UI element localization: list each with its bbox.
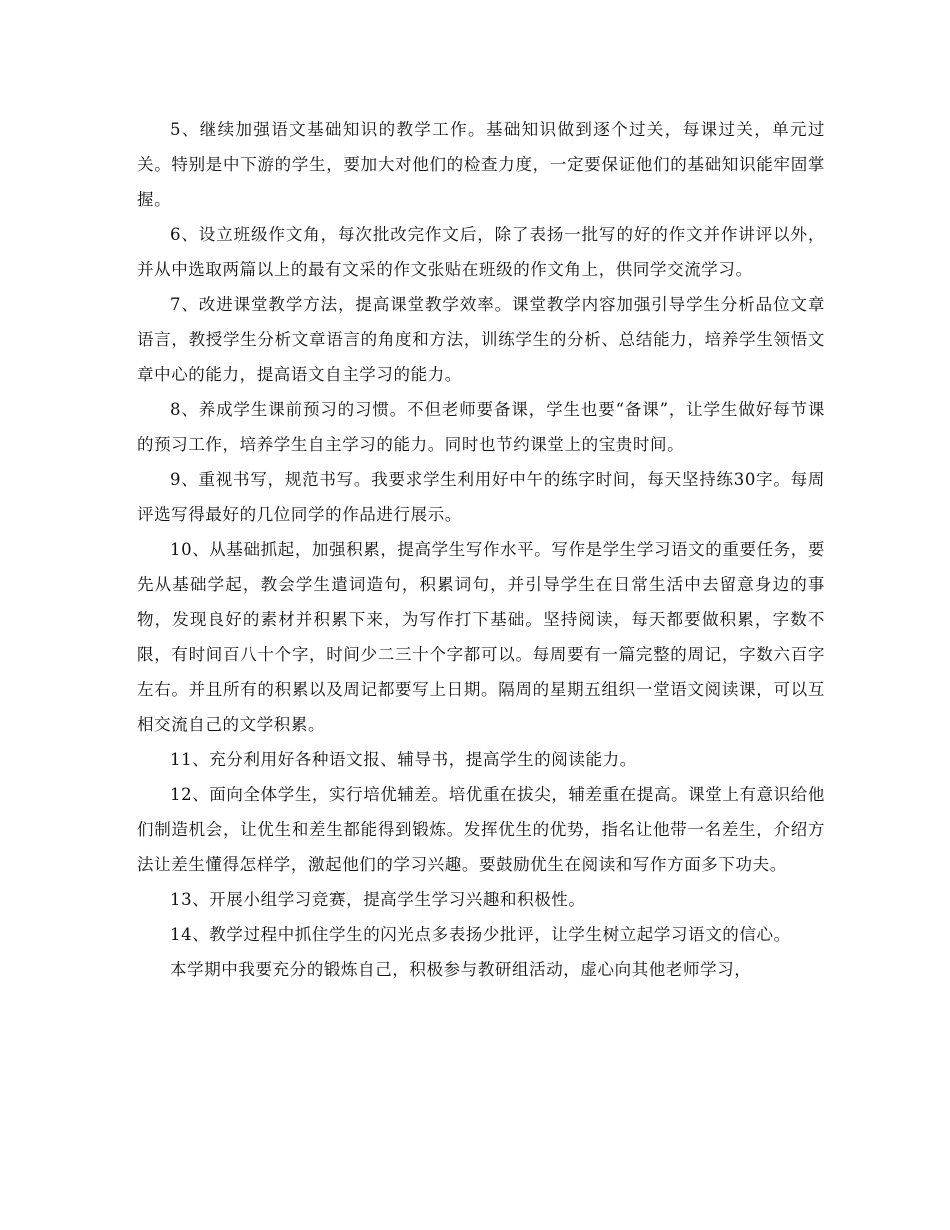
- paragraph-item-7: 7、改进课堂教学方法，提高课堂教学效率。课堂教学内容加强引导学生分析品位文章语言，教授学生分析文章语言的角度和方法，训练学生的分析、总结能力，培养学生领悟文章中心的能力，提高语文自主学习的能力。: [137, 295, 825, 384]
- paragraph-item-14: 14、教学过程中抓住学生的闪光点多表扬少批评，让学生树立起学习语文的信心。: [170, 925, 791, 944]
- document-body: [137, 112, 825, 987]
- paragraph-item-12: 12、面向全体学生，实行培优辅差。培优重在拔尖，辅差重在提高。课堂上有意识给他们制造机会，让优生和差生都能得到锻炼。发挥优生的优势，指名让他带一名差生，介绍方法让差生懂得怎样学，激起他们的学习兴趣。要鼓励优生在阅读和写作方面多下功夫。: [137, 785, 825, 874]
- paragraph-item-5: 5、继续加强语文基础知识的教学工作。基础知识做到逐个过关，每课过关，单元过关。特别是中下游的学生，要加大对他们的检查力度，一定要保证他们的基础知识能牢固掌握。: [137, 120, 825, 209]
- paragraph-item-6: 6、设立班级作文角，每次批改完作文后，除了表扬一批写的好的作文并作讲评以外，并从中选取两篇以上的最有文采的作文张贴在班级的作文角上，供同学交流学习。: [137, 225, 825, 279]
- paragraph-item-10: 10、从基础抓起，加强积累，提高学生写作水平。写作是学生学习语文的重要任务，要先从基础学起，教会学生遣词造句，积累词句，并引导学生在日常生活中去留意身边的事物，发现良好的素材并积累下来，为写作打下基础。坚持阅读，每天都要做积累，字数不限，有时间百八十个字，时间少二三十个字都可以。每周要有一篇完整的周记，字数六百字左右。并且所有的积累以及周记都要写上日期。隔周的星期五组织一堂语文阅读课，可以互相交流自己的文学积累。: [137, 540, 825, 734]
- paragraph-closing: 本学期中我要充分的锻炼自己，积极参与教研组活动，虚心向其他老师学习，: [170, 960, 752, 979]
- paragraph-item-11: 11、充分利用好各种语文报、辅导书，提高学生的阅读能力。: [170, 750, 637, 769]
- paragraph-item-8: 8、养成学生课前预习的习惯。不但老师要备课，学生也要“备课”，让学生做好每节课的预习工作，培养学生自主学习的能力。同时也节约课堂上的宝贵时间。: [137, 400, 825, 454]
- paragraph-item-13: 13、开展小组学习竞赛，提高学生学习兴趣和积极性。: [170, 890, 586, 909]
- paragraph-item-9: 9、重视书写，规范书写。我要求学生利用好中午的练字时间，每天坚持练30字。每周评选写得最好的几位同学的作品进行展示。: [137, 470, 825, 524]
